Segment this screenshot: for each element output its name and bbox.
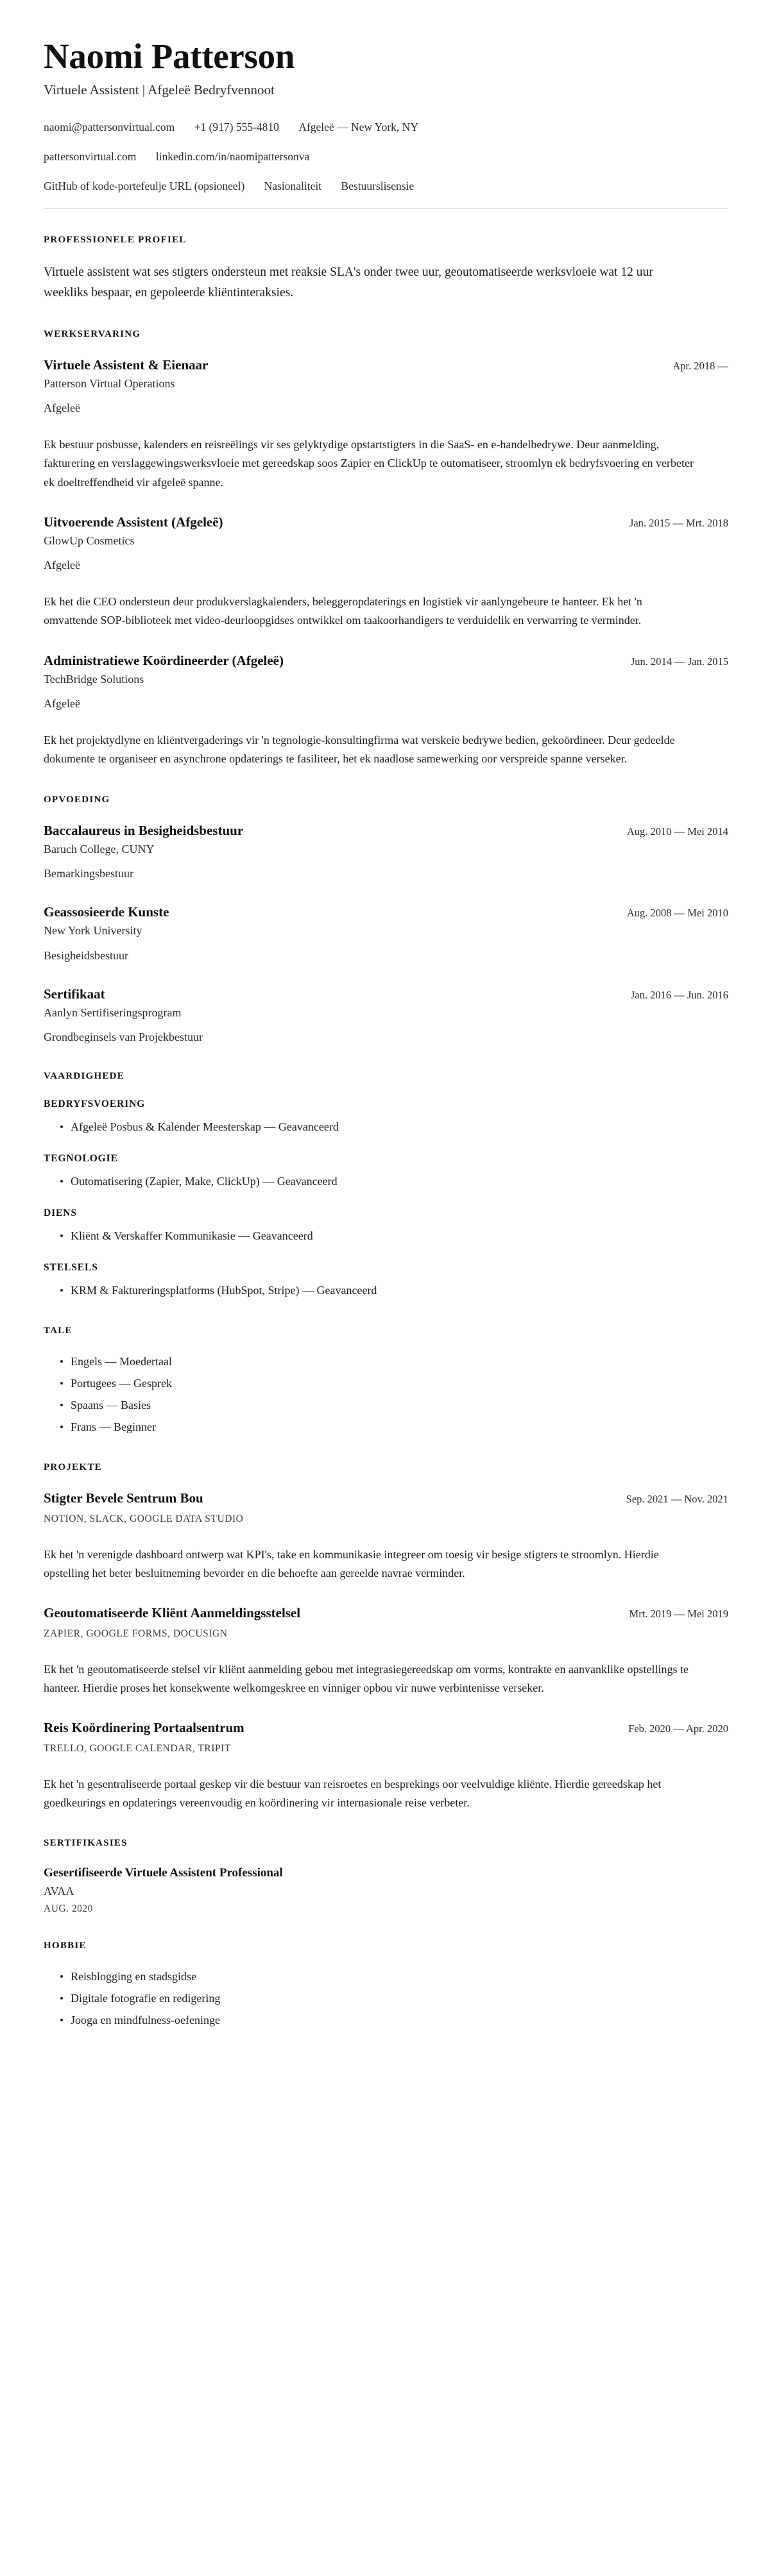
experience-description: Ek bestuur posbusse, kalenders en reisreëlings vir ses gelyktydige opstartstigters in die SaaS- en e-handelbedrywe. Deur aanmelding, fakturering en verslaggewingswerksvloeie met gereedskap soos Zapier en ClickUp te outomatiseer, stroomlyn ek bedryfsvoering en verbeter ek doeltreffendheid vir afgeleë spanne. xyxy=(44,438,694,489)
section-title-projects: PROJEKTE xyxy=(44,1461,102,1472)
contact-line-links xyxy=(44,148,728,165)
section-title-languages: TALE xyxy=(44,1326,73,1336)
project-description: Ek het 'n gesentraliseerde portaal geskep vir die bestuur van reisroetes en besprekings oor veelvuldige kliënte. Hierdie gereedskap het goedkeurings en opdaterings vereenvoudig en koördinering vir internasionale reise verbeter. xyxy=(44,1778,662,1810)
section-certifications xyxy=(44,1838,728,1915)
experience-entry xyxy=(44,652,728,769)
experience-role: Administratiewe Koördineerder (Afgeleë) xyxy=(44,652,284,668)
skill-category-label: DIENS xyxy=(44,1208,77,1219)
project-date: Mrt. 2019 — Mei 2019 xyxy=(629,1607,728,1620)
project-date: Sep. 2021 — Nov. 2021 xyxy=(626,1492,728,1505)
hobby-list xyxy=(44,1968,728,2030)
skill-item: Kliënt & Verskaffer Kommunikasie — Geavanceerd xyxy=(60,1227,728,1245)
section-title-education: OPVOEDING xyxy=(44,794,110,805)
project-tech-stack: ZAPIER, GOOGLE FORMS, DOCUSIGN xyxy=(44,1628,228,1640)
contact-linkedin[interactable]: linkedin.com/in/naomipattersonva xyxy=(155,149,310,163)
language-item: Portugees — Gesprek xyxy=(60,1375,728,1393)
candidate-name: Naomi Patterson xyxy=(44,37,295,76)
education-degree: Baccalaureus in Besigheidsbestuur xyxy=(44,822,244,838)
project-tech-stack: NOTION, SLACK, GOOGLE DATA STUDIO xyxy=(44,1513,244,1524)
project-description: Ek het 'n verenigde dashboard ontwerp wat KPI's, take en kommunikasie integreer om toesig vir besige stigters te stroomlyn. Hierdie opstelling het beter besluitneming bevorder en die behoefte aan gereelde navrae verminder. xyxy=(44,1547,659,1579)
skill-item: KRM & Faktureringsplatforms (HubSpot, Stripe) — Geavanceerd xyxy=(60,1282,728,1300)
section-projects xyxy=(44,1462,728,1813)
project-tech-stack: TRELLO, GOOGLE CALENDAR, TRIPIT xyxy=(44,1743,231,1755)
education-field: Grondbeginsels van Projekbestuur xyxy=(44,1031,203,1044)
skill-group xyxy=(44,1262,728,1300)
project-name: Geoutomatiseerde Kliënt Aanmeldingsstelsel xyxy=(44,1604,301,1621)
contact-line-extra xyxy=(44,178,728,194)
hobby-item: Digitale fotografie en redigering xyxy=(60,1990,728,2008)
certification-name: Gesertifiseerde Virtuele Assistent Professional xyxy=(44,1866,283,1880)
language-item: Spaans — Basies xyxy=(60,1397,728,1415)
certification-date: AUG. 2020 xyxy=(44,1903,93,1914)
education-degree: Sertifikaat xyxy=(44,986,105,1002)
section-profile xyxy=(44,235,728,303)
section-education xyxy=(44,795,728,1046)
contact-github-placeholder[interactable]: GitHub of kode-portefeulje URL (opsioneel) xyxy=(44,180,245,193)
skill-item: Outomatisering (Zapier, Make, ClickUp) — Geavanceerd xyxy=(60,1173,728,1191)
section-hobbies xyxy=(44,1940,728,2030)
skill-list xyxy=(44,1118,728,1136)
experience-description: Ek het die CEO ondersteun deur produkverslagkalenders, beleggeropdaterings en logistiek vir aanlyngebeure te hanteer. Ek het 'n omvattende SOP-biblioteek met video-deurloopgidses ontwikkel om taakoorhandigers te verduidelik en verwarring te verminder. xyxy=(44,595,642,627)
experience-location: Afgeleë xyxy=(44,401,80,415)
education-field: Besigheidsbestuur xyxy=(44,948,128,962)
language-list xyxy=(44,1353,728,1436)
language-item: Frans — Beginner xyxy=(60,1418,728,1436)
experience-role: Virtuele Assistent & Eienaar xyxy=(44,357,209,373)
profile-summary-text: Virtuele assistent wat ses stigters ondersteun met reaksie SLA's onder twee uur, geoutomatiseerde werksvloeie wat 12 uur weekliks bespaar, en gepoleerde kliëntinteraksies. xyxy=(44,265,653,300)
education-date: Jan. 2016 — Jun. 2016 xyxy=(630,988,728,1001)
experience-entry-head xyxy=(44,514,728,530)
section-experience xyxy=(44,329,728,769)
candidate-headline: Virtuele Assistent | Afgeleë Bedryfvennoot xyxy=(44,82,275,98)
section-title-hobbies: HOBBIE xyxy=(44,1940,87,1951)
language-item: Engels — Moedertaal xyxy=(60,1353,728,1371)
experience-description: Ek het projektydlyne en kliëntvergaderings vir 'n tegnologie-konsultingfirma wat verskeie bedrywe bedien, gekoördineer. Deur gedeelde dokumente te organiseer en asynchrone opdaterings te fasiliteer, het ek naadlose samewerking oor verspreide spanne verseker. xyxy=(44,734,675,766)
experience-entry xyxy=(44,357,728,492)
project-entry xyxy=(44,1604,728,1697)
education-date: Aug. 2010 — Mei 2014 xyxy=(626,825,728,838)
experience-entry xyxy=(44,514,728,630)
education-field: Bemarkingsbestuur xyxy=(44,867,133,880)
project-entry xyxy=(44,1719,728,1812)
experience-entry-head xyxy=(44,652,728,669)
experience-organization: TechBridge Solutions xyxy=(44,672,144,686)
education-degree: Geassosieerde Kunste xyxy=(44,904,169,920)
header-divider xyxy=(44,208,728,209)
experience-date: Jan. 2015 — Mrt. 2018 xyxy=(629,516,728,529)
contact-driving-license: Bestuurslisensie xyxy=(341,180,415,193)
certification-entry xyxy=(44,1865,728,1915)
education-entry xyxy=(44,904,728,964)
experience-date: Jun. 2014 — Jan. 2015 xyxy=(630,655,728,668)
skill-category-label: TEGNOLOGIE xyxy=(44,1153,118,1165)
education-school: New York University xyxy=(44,924,142,938)
education-date: Aug. 2008 — Mei 2010 xyxy=(626,907,728,920)
experience-location: Afgeleë xyxy=(44,697,80,711)
education-school: Baruch College, CUNY xyxy=(44,842,155,855)
skill-category-label: STELSELS xyxy=(44,1262,98,1274)
skill-category-label: BEDRYFSVOERING xyxy=(44,1099,146,1110)
contact-line-primary xyxy=(44,119,728,135)
project-date: Feb. 2020 — Apr. 2020 xyxy=(628,1722,728,1735)
education-entry-head xyxy=(44,986,728,1002)
education-entry-head xyxy=(44,904,728,920)
project-entry-head xyxy=(44,1719,728,1736)
project-entry-head xyxy=(44,1604,728,1621)
education-entry-head xyxy=(44,822,728,839)
experience-role: Uitvoerende Assistent (Afgeleë) xyxy=(44,514,223,530)
certification-issuer: AVAA xyxy=(44,1885,74,1898)
skill-group xyxy=(44,1208,728,1245)
hobby-item: Jooga en mindfulness-oefeninge xyxy=(60,2012,728,2030)
project-name: Stigter Bevele Sentrum Bou xyxy=(44,1490,203,1506)
experience-entry-head xyxy=(44,357,728,373)
skill-list xyxy=(44,1227,728,1245)
section-languages xyxy=(44,1326,728,1436)
section-title-skills: VAARDIGHEDE xyxy=(44,1071,124,1082)
section-title-certifications: SERTIFIKASIES xyxy=(44,1838,128,1849)
contact-nationality: Nasionaliteit xyxy=(264,180,322,193)
resume-header xyxy=(44,37,728,209)
education-school: Aanlyn Sertifiseringsprogram xyxy=(44,1006,182,1020)
contact-email[interactable]: naomi@pattersonvirtual.com xyxy=(44,120,175,133)
skill-item: Afgeleë Posbus & Kalender Meesterskap — Geavanceerd xyxy=(60,1118,728,1136)
experience-organization: Patterson Virtual Operations xyxy=(44,376,175,390)
project-entry-head xyxy=(44,1490,728,1506)
contact-location: Afgeleë — New York, NY xyxy=(298,120,418,133)
project-description: Ek het 'n geoutomatiseerde stelsel vir kliënt aanmelding gebou met integrasiegereedskap om vorms, kontrakte en aanvanklike opstellings te hanteer. Hierdie proses het konsekwente welkomgeskree en vinniger opbou vir nuwe verbintenisse verseker. xyxy=(44,1662,689,1694)
experience-location: Afgeleë xyxy=(44,559,80,572)
hobby-item: Reisblogging en stadsgidse xyxy=(60,1968,728,1986)
section-skills xyxy=(44,1071,728,1300)
experience-date: Apr. 2018 — xyxy=(672,359,728,372)
project-entry xyxy=(44,1490,728,1583)
skill-list xyxy=(44,1173,728,1191)
skill-group xyxy=(44,1099,728,1136)
education-entry xyxy=(44,986,728,1046)
contact-phone[interactable]: +1 (917) 555-4810 xyxy=(194,120,279,133)
education-entry xyxy=(44,822,728,882)
skill-list xyxy=(44,1282,728,1300)
section-title-profile: PROFESSIONELE PROFIEL xyxy=(44,235,187,246)
project-name: Reis Koördinering Portaalsentrum xyxy=(44,1720,244,1736)
experience-organization: GlowUp Cosmetics xyxy=(44,534,135,547)
skill-group xyxy=(44,1153,728,1191)
section-title-experience: WERKSERVARING xyxy=(44,328,141,339)
contact-website[interactable]: pattersonvirtual.com xyxy=(44,149,137,163)
